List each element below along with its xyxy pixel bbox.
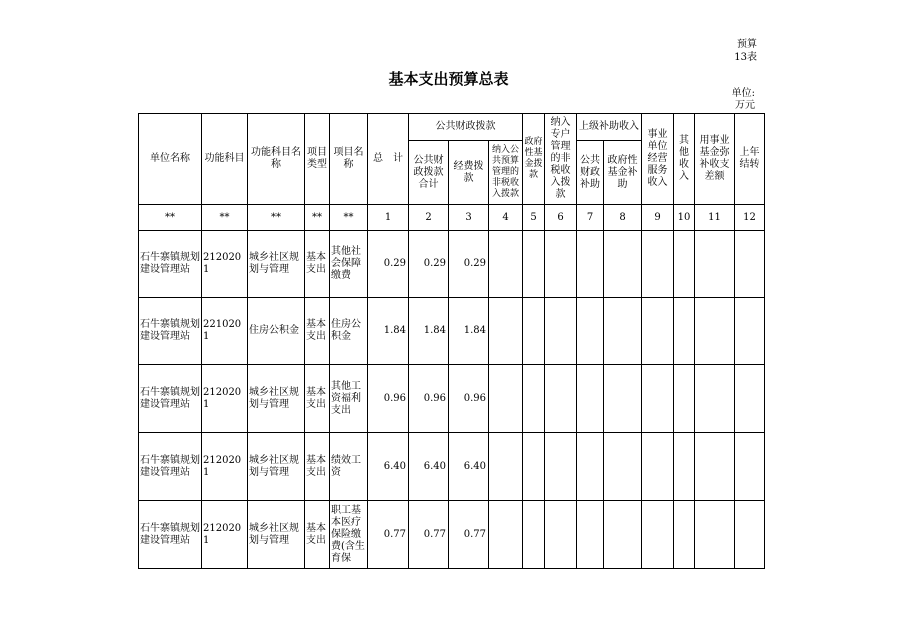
index-cell: 12 [735, 205, 765, 231]
code-cell: 2120201 [202, 501, 248, 569]
header-superior-subsidy: 上级补助收入 [577, 114, 642, 141]
item-cell: 其他社会保障缴费 [330, 231, 368, 298]
unit-cell: 石牛寨镇规划建设管理站 [139, 501, 202, 569]
index-cell: 5 [523, 205, 545, 231]
index-cell: ** [139, 205, 202, 231]
unit-cell: 石牛寨镇规划建设管理站 [139, 365, 202, 433]
func-cell: 城乡社区规划与管理 [248, 501, 305, 569]
item-cell: 其他工资福利支出 [330, 365, 368, 433]
type-cell: 基本支出 [305, 433, 330, 501]
func-cell: 城乡社区规划与管理 [248, 231, 305, 298]
index-cell: 10 [674, 205, 695, 231]
func-cell: 城乡社区规划与管理 [248, 433, 305, 501]
unit-cell: 石牛寨镇规划建设管理站 [139, 231, 202, 298]
total-cell: 0.96 [368, 365, 409, 433]
header-item-type: 项目类型 [305, 114, 330, 205]
index-cell: ** [305, 205, 330, 231]
index-cell: 6 [545, 205, 577, 231]
funding-cell: 0.29 [449, 231, 489, 298]
table-row [139, 231, 765, 298]
index-cell: 2 [409, 205, 449, 231]
funding-cell: 1.84 [449, 298, 489, 365]
index-cell: ** [248, 205, 305, 231]
unit-label: 单位: 万元 [731, 88, 755, 111]
header-public-finance-total: 公共财政拨款合计 [409, 141, 449, 205]
code-cell: 2120201 [202, 231, 248, 298]
total-cell: 0.77 [368, 501, 409, 569]
table-row [139, 365, 765, 433]
header-last-year-carry: 上年结转 [735, 114, 765, 205]
page-title: 基本支出预算总表 [388, 70, 509, 88]
header-func-code: 功能科目 [202, 114, 248, 205]
total-cell: 1.84 [368, 298, 409, 365]
header-gov-fund-subsidy: 政府性基金补助 [604, 141, 642, 205]
index-cell: 1 [368, 205, 409, 231]
funding-cell: 6.40 [449, 433, 489, 501]
header-gov-fund: 政府性基金拨款 [523, 114, 545, 205]
index-cell: ** [330, 205, 368, 231]
type-cell: 基本支出 [305, 501, 330, 569]
type-cell: 基本支出 [305, 365, 330, 433]
index-cell: 11 [695, 205, 735, 231]
item-cell: 绩效工资 [330, 433, 368, 501]
header-unit-name: 单位名称 [139, 114, 202, 205]
unit-cell: 石牛寨镇规划建设管理站 [139, 298, 202, 365]
header-row-1 [139, 114, 765, 141]
index-cell: 8 [604, 205, 642, 231]
header-funding: 经费拨款 [449, 141, 489, 205]
header-other-income: 其他收入 [674, 114, 695, 205]
index-cell: ** [202, 205, 248, 231]
unit-cell: 石牛寨镇规划建设管理站 [139, 433, 202, 501]
header-special-nontax: 纳入专户管理的非税收入拨款 [545, 114, 577, 205]
table-number-label: 预算 13表 [734, 39, 757, 63]
pf-total-cell: 0.96 [409, 365, 449, 433]
header-fund-make-up: 用事业基金弥补收支差额 [695, 114, 735, 205]
header-item-name: 项目名称 [330, 114, 368, 205]
header-func-name: 功能科目名称 [248, 114, 305, 205]
header-public-finance-subsidy: 公共财政补助 [577, 141, 604, 205]
code-cell: 2120201 [202, 433, 248, 501]
total-cell: 6.40 [368, 433, 409, 501]
funding-cell: 0.77 [449, 501, 489, 569]
index-cell: 9 [642, 205, 674, 231]
pf-total-cell: 6.40 [409, 433, 449, 501]
item-cell: 住房公积金 [330, 298, 368, 365]
code-cell: 2210201 [202, 298, 248, 365]
pf-total-cell: 0.29 [409, 231, 449, 298]
index-cell: 3 [449, 205, 489, 231]
type-cell: 基本支出 [305, 298, 330, 365]
code-cell: 2120201 [202, 365, 248, 433]
header-public-finance: 公共财政拨款 [409, 114, 523, 141]
func-cell: 住房公积金 [248, 298, 305, 365]
funding-cell: 0.96 [449, 365, 489, 433]
header-total: 总 计 [368, 114, 409, 205]
index-cell: 4 [489, 205, 523, 231]
table-row [139, 501, 765, 569]
total-cell: 0.29 [368, 231, 409, 298]
item-cell: 职工基本医疗保险缴费(含生育保 [330, 501, 368, 569]
budget-table [138, 113, 765, 569]
pf-total-cell: 0.77 [409, 501, 449, 569]
header-budget-nontax: 纳入公共预算管理的非税收入拨款 [489, 141, 523, 205]
table-row [139, 433, 765, 501]
func-cell: 城乡社区规划与管理 [248, 365, 305, 433]
type-cell: 基本支出 [305, 231, 330, 298]
pf-total-cell: 1.84 [409, 298, 449, 365]
header-business-income: 事业单位经营服务收入 [642, 114, 674, 205]
index-cell: 7 [577, 205, 604, 231]
index-row [139, 205, 765, 231]
table-row [139, 298, 765, 365]
